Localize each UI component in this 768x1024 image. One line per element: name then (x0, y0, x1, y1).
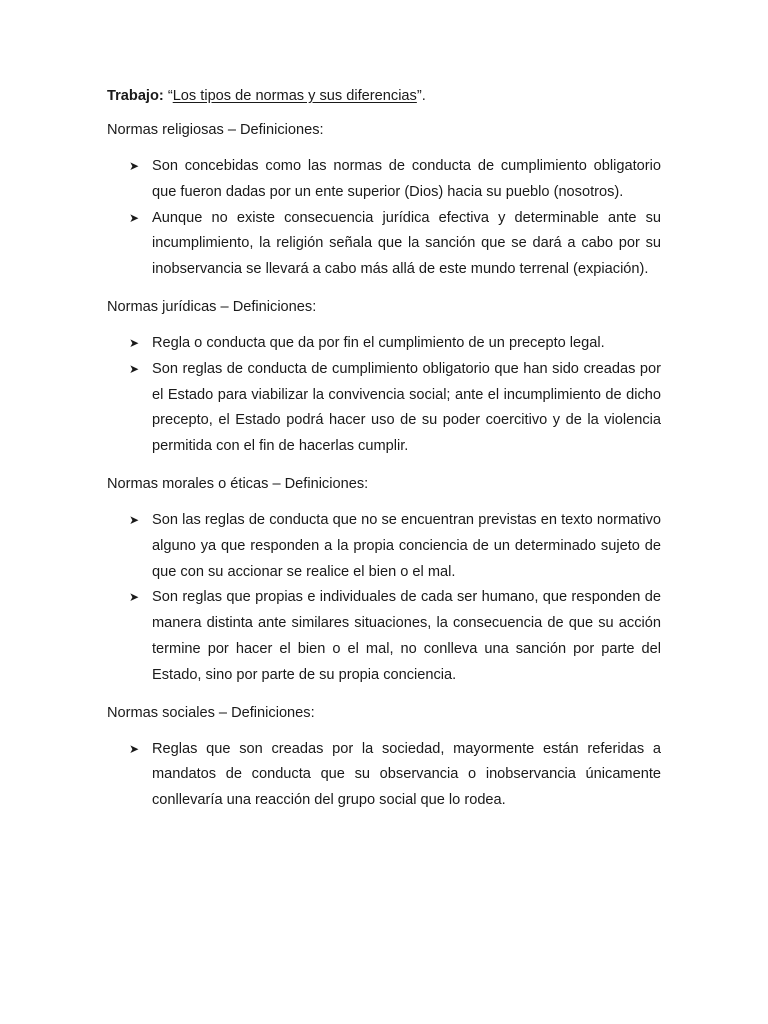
section-religiosas (107, 120, 661, 283)
list-item (107, 357, 661, 460)
arrowhead-bullet-icon: ➤ (129, 361, 140, 376)
section-juridicas (107, 297, 661, 460)
list-item (107, 331, 661, 357)
list-item (107, 206, 661, 283)
section-heading: Normas religiosas – Definiciones: (107, 122, 324, 138)
title-text: Los tipos de normas y sus diferencias (172, 88, 417, 104)
document-title (107, 86, 661, 106)
title-close-quote: ”. (416, 88, 426, 104)
definition-list (107, 331, 661, 460)
list-item (107, 737, 661, 814)
arrowhead-bullet-icon: ➤ (129, 159, 140, 173)
list-item-text: Son reglas de conducta de cumplimiento obligatorio que han sido creadas por el Estado para viabilizar la convivencia social; ante el incumplimiento de dicho precepto, el Estado podrá hacer uso de su poder coercitivo y de la violencia permitida con el fin de hacerlas cumplir. (152, 360, 661, 455)
document-body (107, 86, 661, 828)
list-item-text: Son reglas que propias e individuales de cada ser humano, que responden de manera distinta ante similares situaciones, la consecuencia de que su acción termine por hacer el bien o el mal, no conlleva una sanción por parte del Estado, sino por parte de su propia conciencia. (152, 589, 661, 683)
list-item (107, 508, 661, 585)
section-heading: Normas sociales – Definiciones: (107, 704, 315, 721)
list-item (107, 585, 661, 688)
definition-list (107, 737, 661, 814)
definition-list (107, 154, 661, 283)
arrowhead-bullet-icon: ➤ (129, 335, 140, 350)
list-item-text: Son las reglas de conducta que no se encuentran previstas en texto normativo alguno ya que responden a la propia conciencia de un determinado sujeto de que con su accionar se realice el bien o el mal. (152, 511, 661, 580)
definition-list (107, 508, 661, 689)
arrowhead-bullet-icon: ➤ (129, 590, 140, 605)
section-morales (107, 474, 661, 689)
list-item-text: Reglas que son creadas por la sociedad, mayormente están referidas a mandatos de conducta que su observancia o inobservancia únicamente conllevaría una reacción del grupo social que lo rodea. (152, 740, 661, 809)
section-sociales (107, 703, 661, 814)
arrowhead-bullet-icon: ➤ (129, 741, 140, 756)
list-item-text: Regla o conducta que da por fin el cumplimiento de un precepto legal. (152, 334, 605, 351)
section-heading: Normas morales o éticas – Definiciones: (107, 475, 369, 492)
list-item-text: Son concebidas como las normas de conducta de cumplimiento obligatorio que fueron dadas por un ente superior (Dios) hacia su pueblo (nosotros). (152, 158, 661, 200)
arrowhead-bullet-icon: ➤ (129, 512, 140, 527)
list-item-text: Aunque no existe consecuencia jurídica efectiva y determinable ante su incumplimiento, la religión señala que la sanción que se dará a cabo por su inobservancia se llevará a cabo más allá de este mundo terrenal (expiación). (152, 209, 661, 278)
section-heading: Normas jurídicas – Definiciones: (107, 298, 317, 315)
title-open-quote: “ (163, 88, 173, 104)
list-item (107, 154, 661, 206)
title-label: Trabajo: (107, 88, 164, 104)
arrowhead-bullet-icon: ➤ (129, 210, 140, 225)
